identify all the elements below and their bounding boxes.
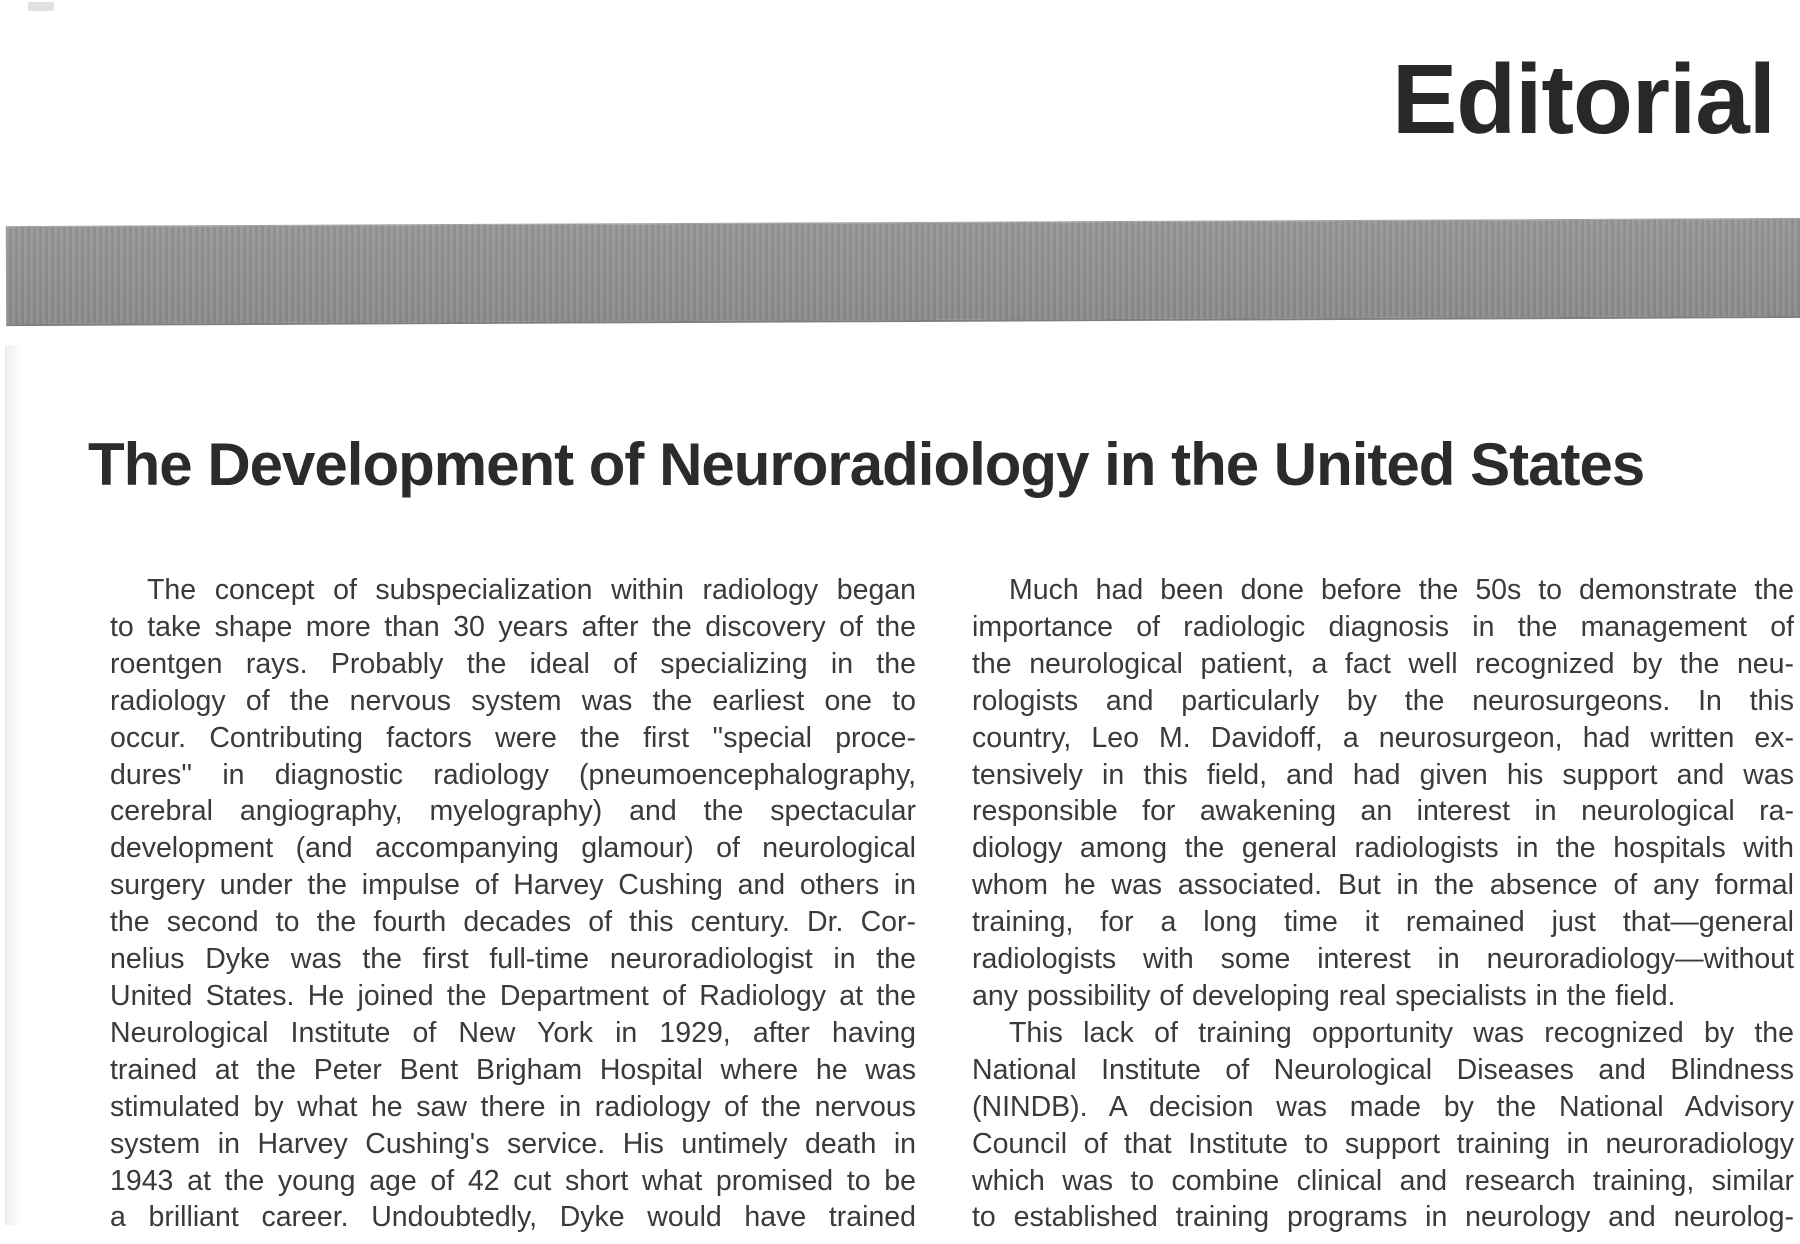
- text-line: (NINDB). A decision was made by the National Advisory: [972, 1090, 1794, 1123]
- text-line: Much had been done before the 50s to demonstrate the: [1009, 574, 1794, 606]
- text-line: country, Leo M. Davidoff, a neurosurgeon, had written ex-: [972, 721, 1794, 754]
- scan-artifact: [28, 2, 54, 11]
- text-line: occur. Contributing factors were the first ''special proce-: [110, 721, 916, 754]
- text-line: trained at the Peter Bent Brigham Hospital where he was: [110, 1053, 916, 1086]
- text-line: whom he was associated. But in the absence of any formal: [972, 869, 1794, 902]
- article-title: The Development of Neuroradiology in the United States: [88, 431, 1645, 498]
- text-line: nelius Dyke was the first full-time neuroradiologist in the: [110, 943, 916, 976]
- paragraph: [972, 572, 1794, 1015]
- scan-artifact: [5, 345, 22, 1225]
- text-line: United States. He joined the Department of Radiology at the: [110, 979, 916, 1012]
- text-line: cerebral angiography, myelography) and the spectacular: [110, 795, 916, 828]
- text-line: which was to combine clinical and research training, similar: [972, 1164, 1794, 1197]
- text-line: the neurological patient, a fact well recognized by the neu-: [972, 647, 1794, 680]
- text-line: training, for a long time it remained just that—general: [972, 906, 1794, 939]
- text-line: radiology of the nervous system was the earliest one to: [110, 684, 916, 717]
- text-line: importance of radiologic diagnosis in the management of: [972, 610, 1794, 643]
- text-line: National Institute of Neurological Diseases and Blindness: [972, 1053, 1794, 1086]
- text-line: to established training programs in neurology and neurolog-: [972, 1201, 1794, 1234]
- text-line: diology among the general radiologists in the hospitals with: [972, 832, 1794, 865]
- divider-bar: [6, 218, 1800, 326]
- text-line: 1943 at the young age of 42 cut short what promised to be: [110, 1164, 916, 1197]
- text-line: to take shape more than 30 years after the discovery of the: [110, 610, 916, 643]
- text-line: tensively in this field, and had given his support and was: [972, 758, 1794, 791]
- text-line: surgery under the impulse of Harvey Cushing and others in: [110, 869, 916, 902]
- text-line: any possibility of developing real specialists in the field.: [972, 979, 1676, 1012]
- text-line: dures'' in diagnostic radiology (pneumoencephalography,: [110, 758, 916, 791]
- text-line: the second to the fourth decades of this century. Dr. Cor-: [110, 906, 916, 939]
- text-line: development (and accompanying glamour) of neurological: [110, 832, 916, 865]
- text-line: Council of that Institute to support training in neuroradiology: [972, 1127, 1794, 1160]
- text-line: The concept of subspecialization within radiology began: [147, 574, 916, 606]
- text-line: stimulated by what he saw there in radiology of the nervous: [110, 1090, 916, 1123]
- text-line: radiologists with some interest in neuroradiology—without: [972, 943, 1794, 976]
- section-heading: Editorial: [1391, 44, 1775, 154]
- text-line: a brilliant career. Undoubtedly, Dyke would have trained: [110, 1201, 916, 1234]
- paragraph: [110, 572, 916, 1236]
- body-column-left: [110, 572, 916, 1244]
- text-line: rologists and particularly by the neurosurgeons. In this: [972, 684, 1794, 717]
- text-line: system in Harvey Cushing's service. His untimely death in: [110, 1127, 916, 1160]
- text-line: This lack of training opportunity was recognized by the: [1009, 1016, 1794, 1049]
- body-column-right: [972, 572, 1794, 1244]
- text-line: responsible for awakening an interest in neurological ra-: [972, 795, 1794, 828]
- text-line: Neurological Institute of New York in 1929, after having: [110, 1016, 916, 1049]
- paragraph: [972, 1015, 1794, 1236]
- text-line: roentgen rays. Probably the ideal of specializing in the: [110, 647, 916, 680]
